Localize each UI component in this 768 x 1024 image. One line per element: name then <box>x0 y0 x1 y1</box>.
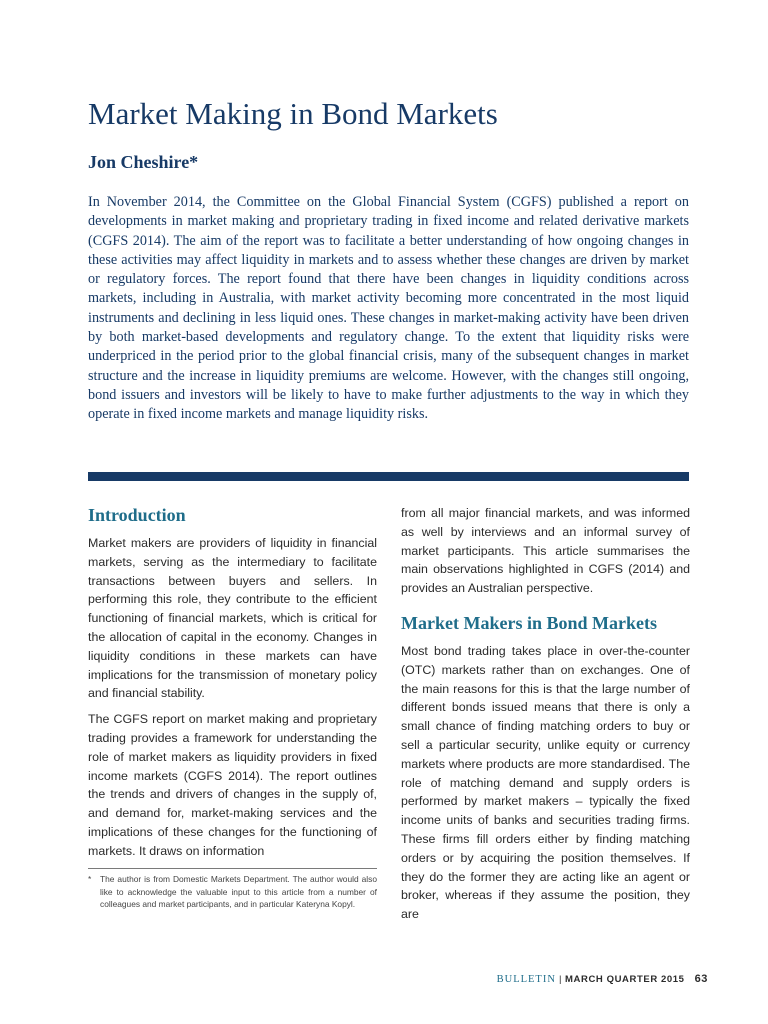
page-number: 63 <box>694 973 708 985</box>
footer-separator: | <box>558 974 563 985</box>
section-divider <box>88 472 689 481</box>
introduction-heading: Introduction <box>88 505 186 525</box>
article-abstract: In November 2014, the Committee on the Global Financial System (CGFS) published a report on developments in market making and proprietary trading in fixed income and related derivative markets (CGFS 2014). The aim of the report was to facilitate a better understanding of how ongoing changes in these activities may affect liquidity in markets and to assess whether these changes are driven by market or regulatory forces. The report found that there have been changes in liquidity conditions across markets, including in Australia, with market activity becoming more concentrated in the most liquid instruments and declining in less liquid ones. These changes in market-making activity have been driven by both market-based developments and regulatory change. To the extent that liquidity risks were underpriced in the period prior to the global financial crisis, many of the subsequent changes in market structure and the increase in liquidity premiums are welcome. However, with the changes still ongoing, bond issuers and investors will be likely to have to make further adjustments to the way in which they operate in fixed income markets and manage liquidity risks. <box>88 194 689 423</box>
intro-paragraph-2: The CGFS report on market making and proprietary trading provides a framework for understanding the role of market makers as liquidity providers in fixed income markets (CGFS 2014). The report outlines the trends and drivers of changes in the supply of, and demand for, market-making services and the implications of these changes for the functioning of markets. It draws on information <box>88 712 377 858</box>
footnote-text: The author is from Domestic Markets Department. The author would also like to acknowledge the valuable input to this article from a number of colleagues and market participants, and in particular Kateryna Kopyl. <box>100 874 377 910</box>
footnote <box>88 873 377 911</box>
right-column <box>401 504 690 931</box>
publication-name: BULLETIN <box>496 974 556 985</box>
page-footer <box>497 973 708 985</box>
right-paragraph-1: from all major financial markets, and was informed as well by interviews and an informal survey of market participants. This article summarises the main observations highlighted in CGFS (2014) and provides an Australian perspective. <box>401 506 690 596</box>
footnote-mark: * <box>88 874 92 884</box>
footnote-divider <box>88 868 377 869</box>
market-makers-heading: Market Makers in Bond Markets <box>401 612 657 633</box>
article-author: Jon Cheshire* <box>88 152 199 172</box>
right-paragraph-2: Most bond trading takes place in over-the-counter (OTC) markets rather than on exchanges. One of the main reasons for this is that the large number of different bonds issued means that there is only a small chance of finding matching orders to buy or sell a particular security, unlike equity or currency markets where products are more standardised. The role of matching demand and supply orders is performed by market makers – typically the fixed income units of banks and securities trading firms. These firms fill orders either by finding matching orders or by acquiring the position themselves. If they do the former they are acting like an agent or broker, whereas if they assume the position, they are <box>401 643 690 922</box>
issue-label: MARCH QUARTER 2015 <box>565 974 685 985</box>
article-title: Market Making in Bond Markets <box>88 96 498 131</box>
intro-paragraph-1: Market makers are providers of liquidity in financial markets, serving as the intermediary to facilitate transactions between buyers and sellers. In performing this role, they contribute to the efficient functioning of financial markets, which is critical for the allocation of capital in the economy. Changes in liquidity conditions in these markets can have implications for the transmission of monetary policy and financial stability. <box>88 536 377 701</box>
left-column <box>88 504 377 868</box>
